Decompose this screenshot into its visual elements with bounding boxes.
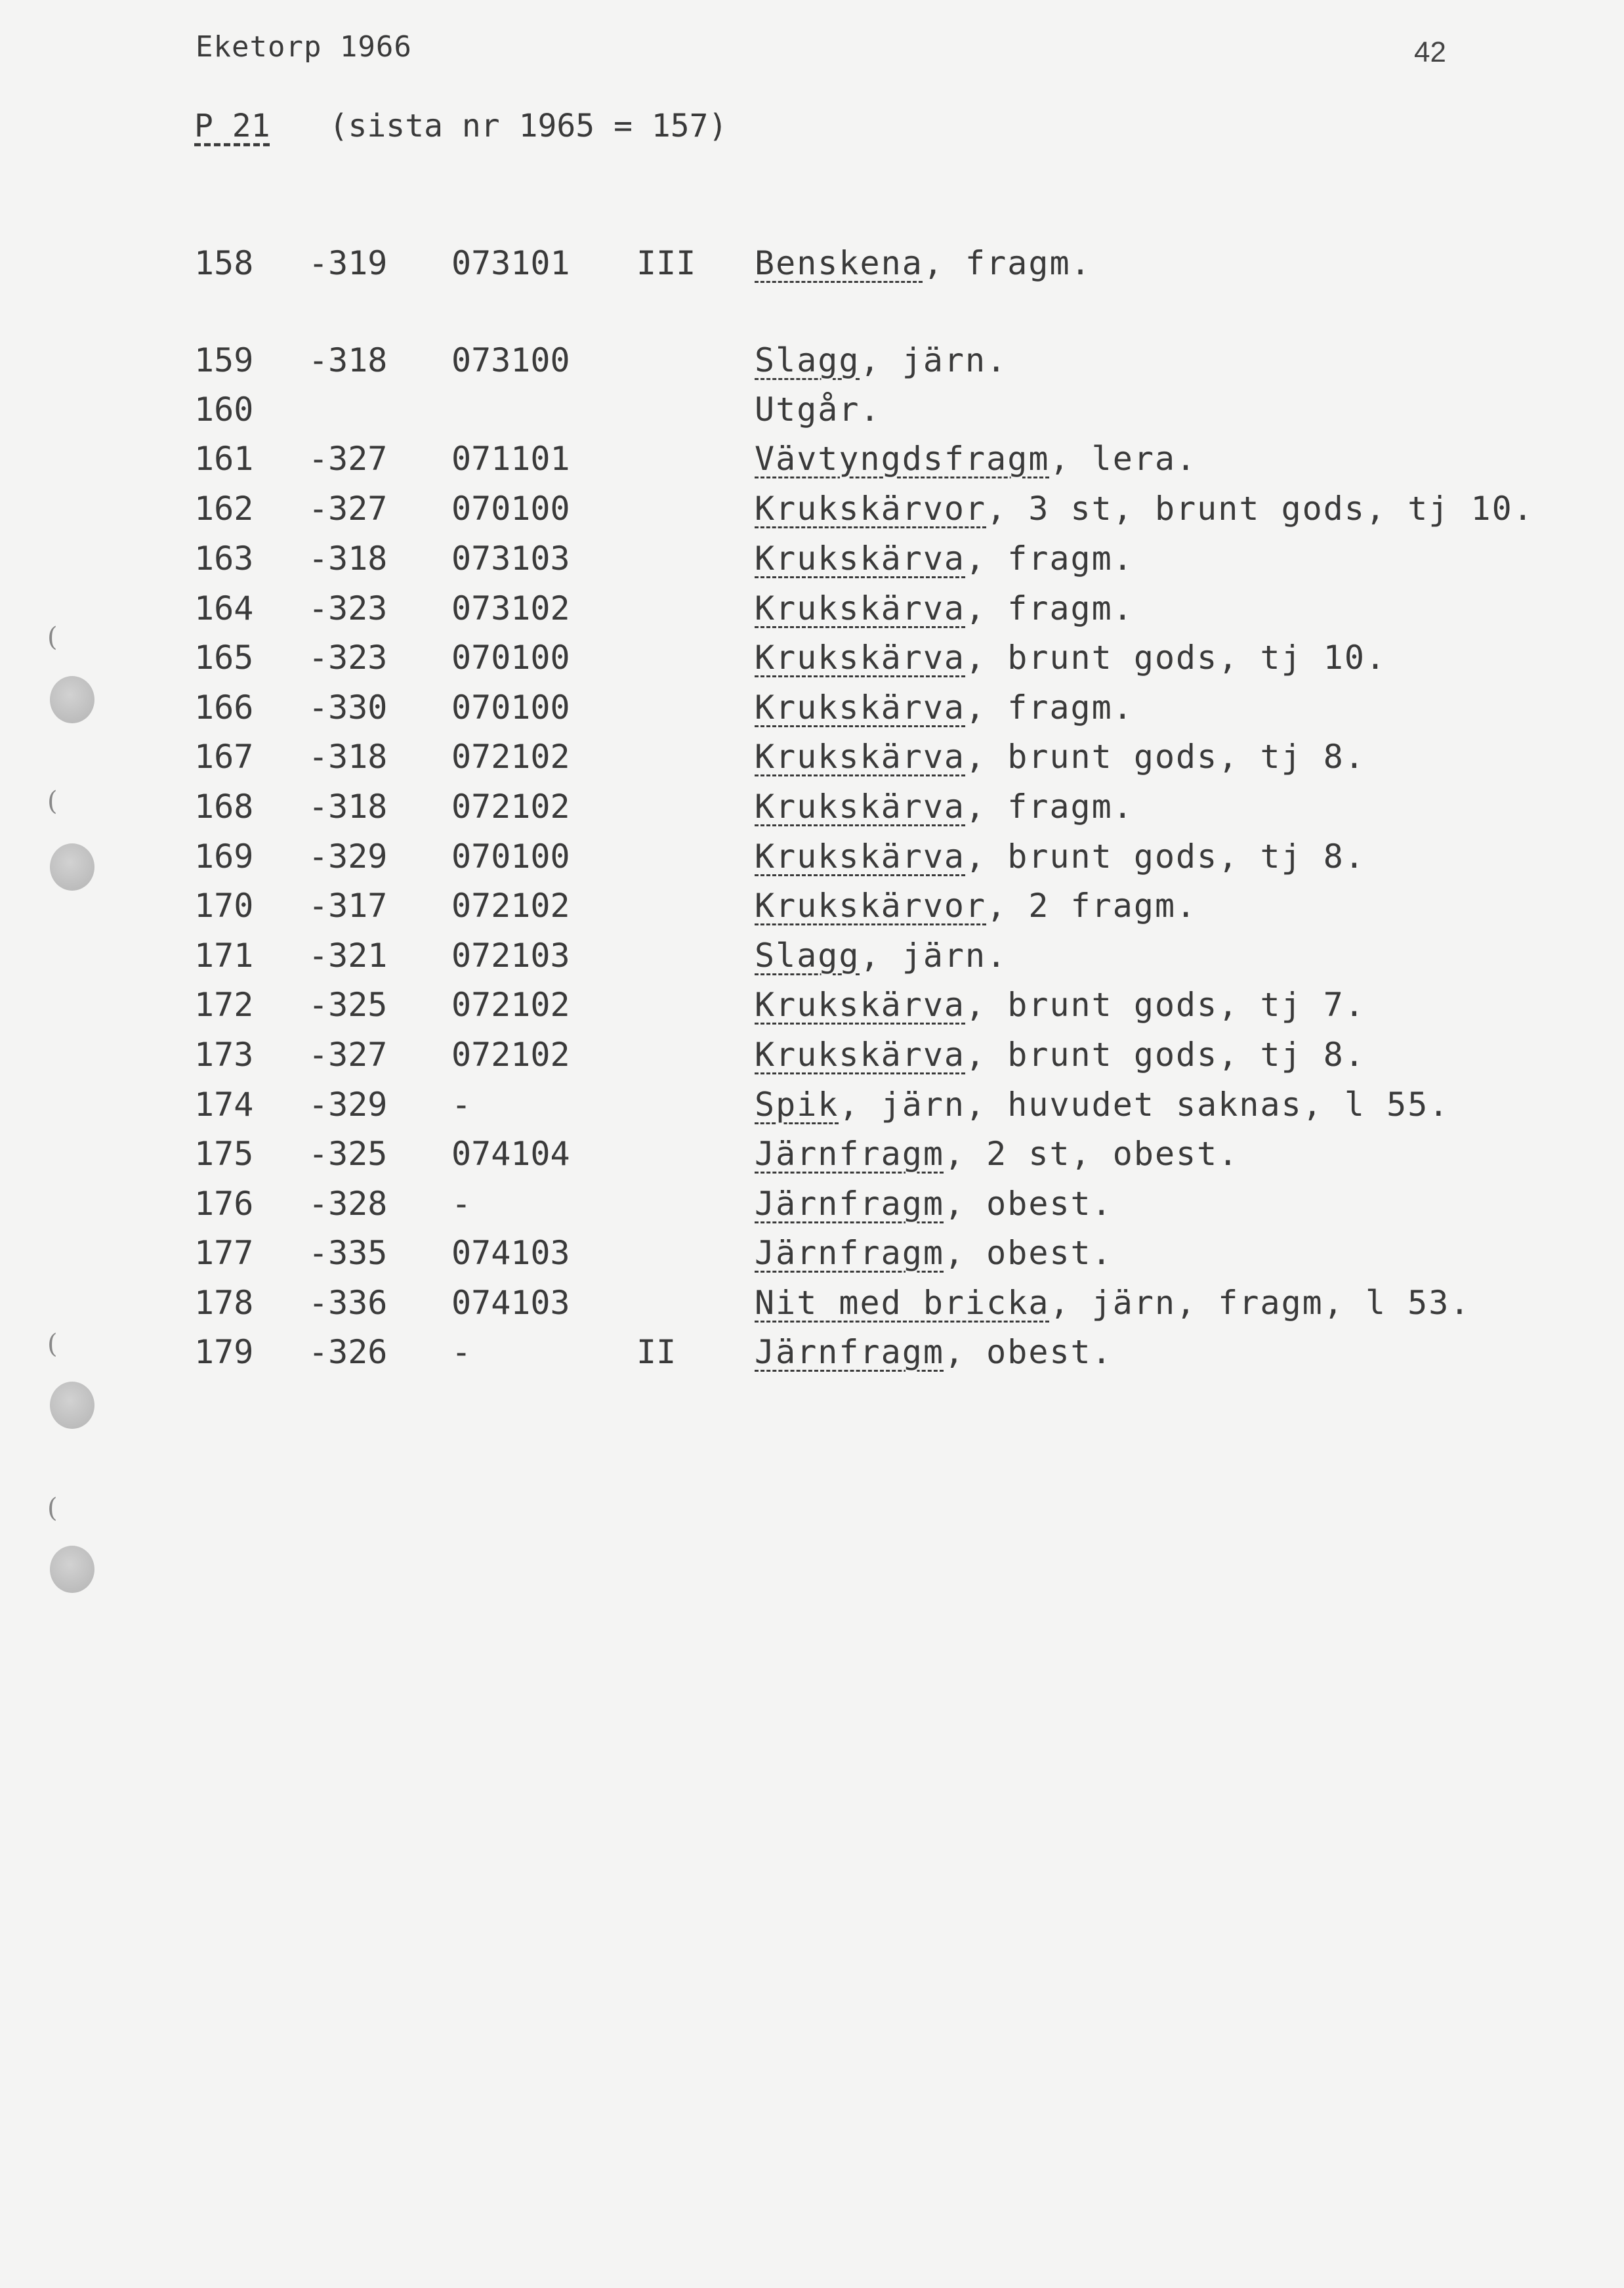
find-number: 160 [194,391,254,429]
find-description [755,738,1365,776]
find-row [0,1284,1624,1334]
find-grid-square: - [451,1086,472,1124]
find-depth: -335 [308,1234,388,1272]
find-row [0,490,1624,540]
find-description [755,1185,1113,1223]
find-depth: -326 [308,1333,388,1371]
find-term: Järnfragm [755,1234,944,1272]
find-grid-square: 073103 [451,540,570,578]
find-description [755,341,1007,379]
find-term: Nit med bricka [755,1284,1050,1322]
find-number: 170 [194,887,254,925]
find-details: , brunt gods, tj 8. [965,1036,1365,1074]
margin-bracket-mark: ( [47,622,58,652]
find-description [755,689,1134,727]
find-details: , järn, huvudet saknas, l 55. [839,1086,1450,1124]
find-details: Utgår. [755,391,881,429]
find-details: , fragm. [965,788,1134,826]
find-grid-square: 072102 [451,887,570,925]
protocol-line [194,110,727,142]
find-term: Krukskärva [755,689,966,727]
find-details: , järn. [860,341,1008,379]
find-depth: -329 [308,837,388,876]
find-number: 169 [194,837,254,876]
margin-bracket-mark: ( [47,1329,58,1359]
find-term: Krukskärvor [755,490,987,528]
find-row [0,341,1624,391]
find-description [755,639,1386,677]
find-description [755,440,1197,478]
find-term: Krukskärvor [755,887,987,925]
find-term: Krukskärva [755,639,966,677]
find-row [0,837,1624,887]
find-grid-square: 074103 [451,1234,570,1272]
find-number: 158 [194,244,254,282]
find-term: Krukskärva [755,986,966,1024]
find-description [755,244,1092,282]
find-description [755,837,1365,876]
find-description [755,1333,1113,1371]
find-grid-square: 074104 [451,1135,570,1173]
find-row [0,1086,1624,1135]
find-details: , fragm. [965,540,1134,578]
find-details: , 3 st, brunt gods, tj 10. [986,490,1534,528]
find-row [0,1135,1624,1185]
find-details: , obest. [944,1234,1113,1272]
punch-hole [50,1382,94,1429]
find-depth: -327 [308,440,388,478]
find-description [755,937,1007,975]
find-row [0,788,1624,837]
find-number: 171 [194,937,254,975]
find-number: 172 [194,986,254,1024]
protocol-code: P 21 [194,108,270,144]
find-term: Vävtyngdsfragm [755,440,1050,478]
find-number: 176 [194,1185,254,1223]
find-term: Spik [755,1086,839,1124]
find-number: 175 [194,1135,254,1173]
find-description [755,788,1134,826]
find-term: Krukskärva [755,540,966,578]
find-number: 173 [194,1036,254,1074]
find-grid-square: 073102 [451,589,570,627]
find-grid-square: 074103 [451,1284,570,1322]
find-number: 179 [194,1333,254,1371]
find-row [0,244,1624,294]
find-number: 163 [194,540,254,578]
find-row [0,540,1624,589]
find-depth: -336 [308,1284,388,1322]
find-number: 164 [194,589,254,627]
punch-hole [50,676,94,723]
find-description [755,391,881,429]
find-row [0,1036,1624,1086]
find-details: , järn, fragm, l 53. [1049,1284,1471,1322]
find-description [755,1135,1239,1173]
find-row [0,589,1624,639]
find-depth: -329 [308,1086,388,1124]
find-depth: -318 [308,341,388,379]
find-term: Slagg [755,341,860,379]
find-depth: -323 [308,639,388,677]
find-details: , obest. [944,1333,1113,1371]
find-term: Krukskärva [755,1036,966,1074]
find-depth: -321 [308,937,388,975]
find-description [755,589,1134,627]
find-grid-square: 072102 [451,1036,570,1074]
find-number: 165 [194,639,254,677]
find-term: Benskena [755,244,923,282]
find-term: Järnfragm [755,1185,944,1223]
find-number: 178 [194,1284,254,1322]
find-depth: -330 [308,689,388,727]
find-grid-square: 071101 [451,440,570,478]
find-number: 159 [194,341,254,379]
find-number: 161 [194,440,254,478]
find-depth: -318 [308,738,388,776]
find-details: , lera. [1049,440,1197,478]
find-grid-square: 070100 [451,639,570,677]
find-row [0,1333,1624,1383]
find-details: , järn. [860,937,1008,975]
find-term: Järnfragm [755,1135,944,1173]
find-depth: -323 [308,589,388,627]
find-details: , brunt gods, tj 8. [965,738,1365,776]
find-number: 177 [194,1234,254,1272]
punch-hole [50,843,94,891]
find-depth: -317 [308,887,388,925]
find-grid-square: 072102 [451,738,570,776]
find-description [755,490,1534,528]
find-term: Krukskärva [755,837,966,876]
margin-bracket-mark: ( [47,786,58,816]
find-term: Slagg [755,937,860,975]
find-description [755,887,1197,925]
find-depth: -325 [308,986,388,1024]
find-term: Krukskärva [755,738,966,776]
find-grid-square: - [451,1333,472,1371]
find-details: , brunt gods, tj 7. [965,986,1365,1024]
find-number: 168 [194,788,254,826]
find-number: 162 [194,490,254,528]
find-grid-square: - [451,1185,472,1223]
find-row [0,738,1624,788]
find-layer: III [636,244,696,282]
find-depth: -319 [308,244,388,282]
find-grid-square: 072103 [451,937,570,975]
protocol-note: (sista nr 1965 = 157) [329,108,728,144]
find-details: , obest. [944,1185,1113,1223]
find-details: , fragm. [923,244,1092,282]
find-details: , 2 st, obest. [944,1135,1239,1173]
find-number: 174 [194,1086,254,1124]
find-depth: -325 [308,1135,388,1173]
find-term: Krukskärva [755,589,966,627]
find-grid-square: 073100 [451,341,570,379]
find-grid-square: 073101 [451,244,570,282]
find-depth: -328 [308,1185,388,1223]
find-details: , fragm. [965,589,1134,627]
find-row [0,440,1624,490]
find-depth: -318 [308,788,388,826]
find-row [0,986,1624,1036]
find-row [0,937,1624,986]
find-depth: -318 [308,540,388,578]
site-year-header: Eketorp 1966 [196,30,412,64]
find-details: , 2 fragm. [986,887,1197,925]
find-grid-square: 072102 [451,788,570,826]
find-row [0,887,1624,937]
find-row [0,1234,1624,1284]
find-grid-square: 070100 [451,837,570,876]
page-number: 42 [1414,36,1446,68]
find-details: , fragm. [965,689,1134,727]
find-layer: II [636,1333,677,1371]
find-row [0,391,1624,440]
find-depth: -327 [308,490,388,528]
find-details: , brunt gods, tj 10. [965,639,1387,677]
find-term: Krukskärva [755,788,966,826]
find-description [755,1284,1471,1322]
find-number: 166 [194,689,254,727]
find-term: Järnfragm [755,1333,944,1371]
find-number: 167 [194,738,254,776]
find-row [0,639,1624,689]
find-grid-square: 072102 [451,986,570,1024]
find-description [755,1234,1113,1272]
margin-bracket-mark: ( [47,1493,58,1523]
find-row [0,689,1624,738]
punch-hole [50,1546,94,1593]
find-details: , brunt gods, tj 8. [965,837,1365,876]
find-description [755,986,1365,1024]
find-row [0,1185,1624,1235]
find-grid-square: 070100 [451,689,570,727]
find-description [755,1086,1449,1124]
find-grid-square: 070100 [451,490,570,528]
find-depth: -327 [308,1036,388,1074]
find-description [755,540,1134,578]
find-description [755,1036,1365,1074]
